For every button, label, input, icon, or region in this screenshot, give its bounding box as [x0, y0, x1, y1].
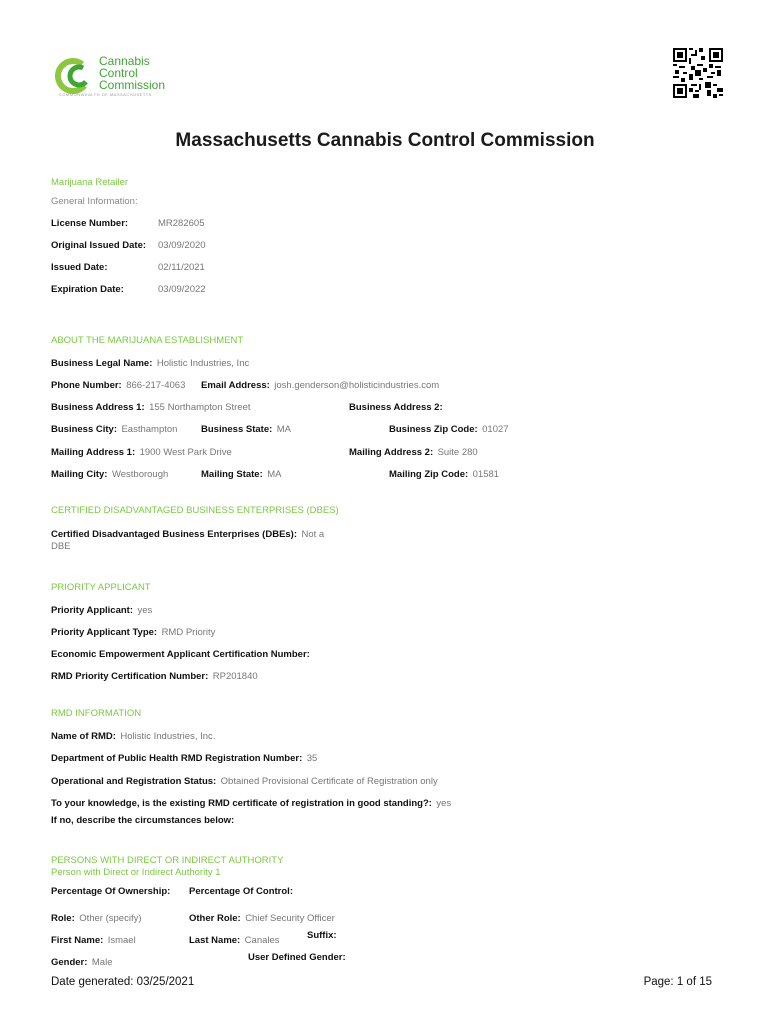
other-role-value: Chief Security Officer [245, 913, 335, 924]
first-name-value: Ismael [107, 935, 136, 946]
qr-code-icon [671, 48, 725, 98]
license-type: Marijuana Retailer [51, 177, 129, 188]
original-issued-label: Original Issued Date: [51, 240, 147, 251]
priority-type-value: RMD Priority [161, 627, 216, 638]
issued-date-label: Issued Date: [51, 262, 108, 273]
dbe-value-line-2: DBE [51, 541, 71, 552]
expiration-date-value: 03/09/2022 [158, 284, 206, 295]
rmd-cert-value: RP201840 [212, 671, 258, 682]
priority-type-label: Priority Applicant Type: [51, 627, 158, 638]
expiration-date-label: Expiration Date: [51, 284, 124, 295]
date-generated: Date generated: 03/25/2021 [51, 976, 195, 988]
first-name-label: First Name: [51, 935, 104, 946]
mailing-city-value: Westborough [111, 469, 169, 480]
rmd-registration-value: 35 [306, 753, 318, 764]
role-row [51, 908, 142, 926]
phone-value: 866-217-4063 [126, 380, 186, 391]
rmd-status-label: Operational and Registration Status: [51, 776, 217, 787]
page-title: Massachusetts Cannabis Control Commission [175, 130, 595, 151]
rmd-standing-value: yes [436, 798, 452, 809]
suffix-label: Suffix: [307, 930, 337, 941]
page-number: Page: 1 of 15 [643, 976, 712, 988]
mailing-city-label: Mailing City: [51, 469, 108, 480]
priority-heading: PRIORITY APPLICANT [51, 582, 151, 593]
ccc-logo-mark [55, 56, 99, 96]
other-role-row [189, 908, 335, 926]
mailing-zip-value: 01581 [472, 469, 500, 480]
issued-date-value: 02/11/2021 [158, 262, 205, 273]
dbe-value-line-1: Not a [301, 529, 325, 540]
mailing2-label: Mailing Address 2: [349, 447, 434, 458]
city-row [51, 419, 177, 437]
license-number-label: License Number: [51, 218, 129, 229]
mailing1-label: Mailing Address 1: [51, 447, 136, 458]
rmd-cert-row [51, 666, 258, 684]
rmd-describe-label: If no, describe the circumstances below: [51, 815, 235, 826]
state-label: Business State: [201, 424, 273, 435]
general-info-heading: General Information: [51, 196, 138, 207]
rmd-standing-row [51, 793, 451, 811]
last-name-label: Last Name: [189, 935, 241, 946]
mailing-zip-row [389, 464, 499, 482]
priority-applicant-value: yes [137, 605, 153, 616]
logo-line-3: Commission [99, 78, 166, 92]
dbe-label: Certified Disadvantaged Business Enterprises (DBEs): [51, 529, 298, 540]
legal-name-row [51, 353, 249, 371]
logo-line-1: Cannabis [99, 54, 150, 68]
ee-cert-row [51, 644, 310, 662]
role-value: Other (specify) [79, 913, 142, 924]
rmd-name-value: Holistic Industries, Inc. [120, 731, 216, 742]
logo-tagline: COMMONWEALTH OF MASSACHUSETTS [59, 92, 152, 97]
user-defined-gender-label: User Defined Gender: [248, 952, 346, 963]
rmd-status-value: Obtained Provisional Certificate of Registration only [220, 776, 438, 787]
state-row [201, 419, 291, 437]
role-label: Role: [51, 913, 75, 924]
first-name-row [51, 930, 136, 948]
legal-name-value: Holistic Industries, Inc [156, 358, 250, 369]
zip-label: Business Zip Code: [389, 424, 478, 435]
address1-value: 155 Northampton Street [149, 402, 251, 413]
mailing-state-value: MA [267, 469, 282, 480]
rmd-cert-label: RMD Priority Certification Number: [51, 671, 209, 682]
rmd-status-row [51, 771, 438, 789]
last-name-row [189, 930, 280, 948]
mailing2-row [349, 442, 478, 460]
dbe-heading: CERTIFIED DISADVANTAGED BUSINESS ENTERPRISES (DBES) [51, 505, 339, 516]
license-number-value: MR282605 [158, 218, 205, 229]
last-name-value: Canales [244, 935, 280, 946]
mailing1-row [51, 442, 232, 460]
gender-value: Male [91, 957, 113, 968]
ownership-label: Percentage Of Ownership: [51, 886, 171, 897]
zip-value: 01027 [482, 424, 509, 435]
state-value: MA [276, 424, 291, 435]
mailing-zip-label: Mailing Zip Code: [389, 469, 469, 480]
priority-applicant-label: Priority Applicant: [51, 605, 133, 616]
mailing-state-label: Mailing State: [201, 469, 263, 480]
email-label: Email Address: [201, 380, 270, 391]
city-value: Easthampton [121, 424, 178, 435]
ccc-logo [55, 54, 180, 100]
rmd-standing-label: To your knowledge, is the existing RMD certificate of registration in good standing?: [51, 798, 432, 809]
other-role-label: Other Role: [189, 913, 241, 924]
ee-cert-label: Economic Empowerment Applicant Certification Number: [51, 649, 310, 660]
rmd-name-label: Name of RMD: [51, 731, 116, 742]
address2-label: Business Address 2: [349, 402, 443, 413]
rmd-name-row [51, 726, 215, 744]
city-label: Business City: [51, 424, 117, 435]
mailing2-value: Suite 280 [437, 447, 478, 458]
phone-label: Phone Number: [51, 380, 122, 391]
control-label: Percentage Of Control: [189, 886, 293, 897]
zip-row [389, 419, 509, 437]
email-row [201, 375, 439, 393]
address1-row [51, 397, 251, 415]
dbe-row [51, 524, 324, 542]
rmd-registration-row [51, 748, 317, 766]
gender-row [51, 952, 112, 970]
logo-line-2: Control [99, 66, 138, 80]
legal-name-label: Business Legal Name: [51, 358, 153, 369]
address1-label: Business Address 1: [51, 402, 145, 413]
mailing-city-row [51, 464, 168, 482]
mailing1-value: 1900 West Park Drive [139, 447, 232, 458]
address2-row [349, 397, 443, 415]
email-value: josh.genderson@holisticindustries.com [274, 380, 440, 391]
establishment-heading: ABOUT THE MARIJUANA ESTABLISHMENT [51, 335, 244, 346]
original-issued-value: 03/09/2020 [158, 240, 206, 251]
priority-applicant-row [51, 600, 152, 618]
mailing-state-row [201, 464, 281, 482]
persons-subheading: Person with Direct or Indirect Authority 1 [51, 867, 221, 878]
gender-label: Gender: [51, 957, 88, 968]
phone-row [51, 375, 185, 393]
persons-heading: PERSONS WITH DIRECT OR INDIRECT AUTHORITY [51, 855, 284, 866]
rmd-heading: RMD INFORMATION [51, 708, 142, 719]
priority-type-row [51, 622, 215, 640]
rmd-registration-label: Department of Public Health RMD Registration Number: [51, 753, 303, 764]
